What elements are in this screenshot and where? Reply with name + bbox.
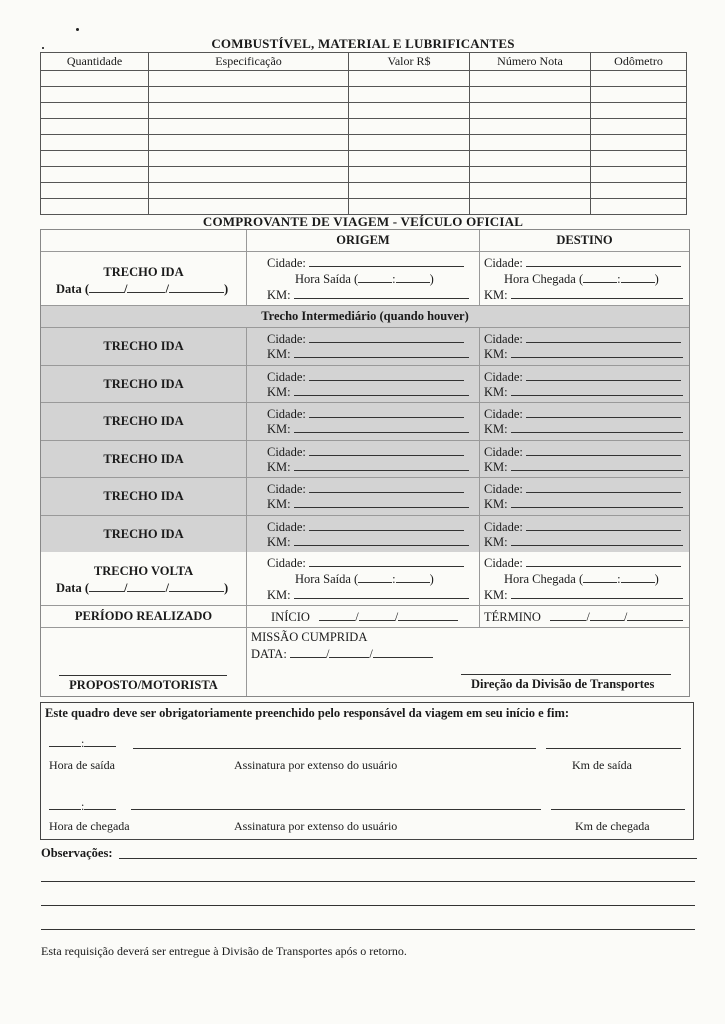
arrival-time-field[interactable]: Hora Chegada ( : ) [504,272,659,286]
arrival-km-label: Km de chegada [575,819,650,833]
fuel-cell[interactable] [470,167,591,183]
fuel-cell[interactable] [591,87,687,103]
fuel-cell[interactable] [349,199,470,215]
fuel-cell[interactable] [149,183,349,199]
intermediate-destination-km[interactable]: KM: [484,421,683,437]
intermediate-destination-city[interactable]: Cidade: [484,369,681,385]
return-origin-city-field[interactable]: Cidade: [267,555,464,571]
fuel-cell[interactable] [591,71,687,87]
fuel-cell[interactable] [41,151,149,167]
intermediate-destination-city[interactable]: Cidade: [484,481,681,497]
intermediate-origin-km[interactable]: KM: [267,459,469,475]
intermediate-label: TRECHO IDA [103,451,184,466]
intermediate-label: TRECHO IDA [103,376,184,391]
departure-signature-label: Assinatura por extenso do usuário [234,758,398,772]
return-date[interactable]: Data ( / / ) [56,581,229,595]
fuel-cell[interactable] [41,167,149,183]
arrival-time-label: Hora de chegada [49,819,130,833]
departure-km-label: Km de saída [572,758,632,772]
direction-label: Direção da Divisão de Transportes [471,677,655,691]
intermediate-destination-km[interactable]: KM: [484,496,683,512]
outbound-label: TRECHO IDA [103,265,184,279]
intermediate-destination-km[interactable]: KM: [484,459,683,475]
fuel-cell[interactable] [41,103,149,119]
fuel-cell[interactable] [149,103,349,119]
intermediate-origin-km[interactable]: KM: [267,421,469,437]
column-header: Quantidade [41,53,149,71]
return-destination-city-field[interactable]: Cidade: [484,555,681,571]
fuel-cell[interactable] [470,71,591,87]
fuel-row [41,103,687,119]
fuel-cell[interactable] [149,87,349,103]
intermediate-header: Trecho Intermediário (quando houver) [261,309,469,323]
fuel-cell[interactable] [349,167,470,183]
period-end-field[interactable]: TÉRMINO / / [484,609,683,625]
intermediate-origin-km[interactable]: KM: [267,496,469,512]
fuel-cell[interactable] [470,183,591,199]
footer-note: Esta requisição deverá ser entregue à Divisão de Transportes após o retorno. [41,944,407,958]
outbound-date[interactable]: Data ( / / ) [56,282,229,296]
intermediate-destination-city[interactable]: Cidade: [484,519,681,535]
fuel-cell[interactable] [591,199,687,215]
fuel-cell[interactable] [349,151,470,167]
fuel-cell[interactable] [349,183,470,199]
fuel-row [41,71,687,87]
intermediate-row [41,516,689,553]
fuel-row [41,87,687,103]
departure-signature-line[interactable] [133,748,536,749]
period-start-field[interactable]: INÍCIO / / [271,609,458,625]
origin-km-field[interactable]: KM: [267,287,469,303]
intermediate-destination-km[interactable]: KM: [484,346,683,362]
fuel-cell[interactable] [470,135,591,151]
intermediate-label: TRECHO IDA [103,489,184,503]
fuel-cell[interactable] [470,119,591,135]
intermediate-destination-km[interactable]: KM: [484,534,683,550]
intermediate-label: TRECHO IDA [103,526,184,541]
proposer-signature-line[interactable] [59,675,227,676]
box-title: Este quadro deve ser obrigatoriamente preenchido pelo responsável da viagem em seu início e fim: [45,706,570,720]
fuel-cell[interactable] [149,71,349,87]
return-arrival-time-field[interactable]: Hora Chegada ( : ) [504,572,659,586]
scan-dot [76,28,79,31]
intermediate-row [41,328,689,366]
period-label: PERÍODO REALIZADO [74,609,213,623]
intermediate-origin-km[interactable]: KM: [267,346,469,362]
fuel-row [41,119,687,135]
intermediate-label: TRECHO IDA [103,339,184,353]
intermediate-origin-city[interactable]: Cidade: [267,369,464,385]
intermediate-row [41,478,689,516]
return-label: TRECHO VOLTA [93,564,194,578]
return-destination-km-field[interactable]: KM: [484,587,683,603]
fuel-cell[interactable] [149,199,349,215]
observations-line[interactable] [41,881,695,882]
observations-line[interactable] [119,858,697,859]
mission-label: MISSÃO CUMPRIDA [251,630,368,644]
column-header: Número Nota [470,53,591,71]
arrival-signature-line[interactable] [131,809,541,810]
return-origin-km-field[interactable]: KM: [267,587,469,603]
column-header: Especificação [149,53,349,71]
fuel-cell[interactable] [149,151,349,167]
observations-line[interactable] [41,929,695,930]
departure-time-field[interactable]: Hora Saída ( : ) [295,272,434,286]
arrival-signature-label: Assinatura por extenso do usuário [234,819,398,833]
fuel-row [41,167,687,183]
intermediate-destination-city[interactable]: Cidade: [484,331,681,347]
arrival-km-line[interactable] [551,809,685,810]
fuel-cell[interactable] [591,183,687,199]
intermediate-row [41,366,689,404]
proposer-label: PROPOSTO/MOTORISTA [69,678,218,692]
intermediate-row [41,441,689,479]
fuel-cell[interactable] [149,119,349,135]
observations-label: Observações: [41,846,113,860]
fuel-row [41,199,687,215]
intermediate-origin-km[interactable]: KM: [267,534,469,550]
fuel-cell[interactable] [349,71,470,87]
fuel-row [41,151,687,167]
column-header: Valor R$ [349,53,470,71]
fuel-cell[interactable] [591,119,687,135]
fuel-cell[interactable] [41,183,149,199]
fuel-cell[interactable] [149,167,349,183]
intermediate-destination-city[interactable]: Cidade: [484,444,681,460]
destination-km-field[interactable]: KM: [484,287,683,303]
return-departure-time-field[interactable]: Hora Saída ( : ) [295,572,434,586]
intermediate-origin-km[interactable]: KM: [267,384,469,400]
destination-city-field[interactable]: Cidade: [484,255,681,271]
fuel-cell[interactable] [41,135,149,151]
trip-form [40,229,690,697]
fuel-cell[interactable] [591,135,687,151]
fuel-cell[interactable] [41,199,149,215]
fuel-row [41,183,687,199]
intermediate-origin-city[interactable]: Cidade: [267,519,464,535]
destination-header: DESTINO [556,233,613,247]
fuel-cell[interactable] [41,87,149,103]
trip-title: COMPROVANTE DE VIAGEM - VEÍCULO OFICIAL [202,214,524,229]
intermediate-destination-city[interactable]: Cidade: [484,406,681,422]
intermediate-label: TRECHO IDA [103,414,184,428]
mission-date-field[interactable]: DATA: / / [251,646,433,662]
departure-time-label: Hora de saída [49,758,115,772]
intermediate-origin-city[interactable]: Cidade: [267,406,464,422]
intermediate-destination-km[interactable]: KM: [484,384,683,400]
fuel-cell[interactable] [41,119,149,135]
origin-city-field[interactable]: Cidade: [267,255,464,271]
origin-header: ORIGEM [247,230,480,251]
fuel-cell[interactable] [349,135,470,151]
fuel-cell[interactable] [591,167,687,183]
responsible-box [40,702,694,840]
column-header: Odômetro [591,53,687,71]
direction-signature-line[interactable] [461,674,671,675]
fuel-cell[interactable] [591,151,687,167]
departure-km-line[interactable] [546,748,681,749]
intermediate-origin-city[interactable]: Cidade: [267,331,464,347]
fuel-cell[interactable] [591,103,687,119]
fuel-cell[interactable] [470,87,591,103]
fuel-cell[interactable] [149,135,349,151]
fuel-cell[interactable] [349,87,470,103]
arrival-time-input[interactable]: : [49,798,116,814]
fuel-cell[interactable] [349,103,470,119]
fuel-table [40,52,687,215]
fuel-cell[interactable] [470,151,591,167]
observations-line[interactable] [41,905,695,906]
fuel-row [41,135,687,151]
fuel-title: COMBUSTÍVEL, MATERIAL E LUBRIFICANTES [211,36,515,51]
fuel-cell[interactable] [349,119,470,135]
fuel-cell[interactable] [470,103,591,119]
fuel-cell[interactable] [470,199,591,215]
departure-time-input[interactable]: : [49,735,116,751]
intermediate-row [41,403,689,441]
intermediate-origin-city[interactable]: Cidade: [267,481,464,497]
intermediate-origin-city[interactable]: Cidade: [267,444,464,460]
fuel-cell[interactable] [41,71,149,87]
